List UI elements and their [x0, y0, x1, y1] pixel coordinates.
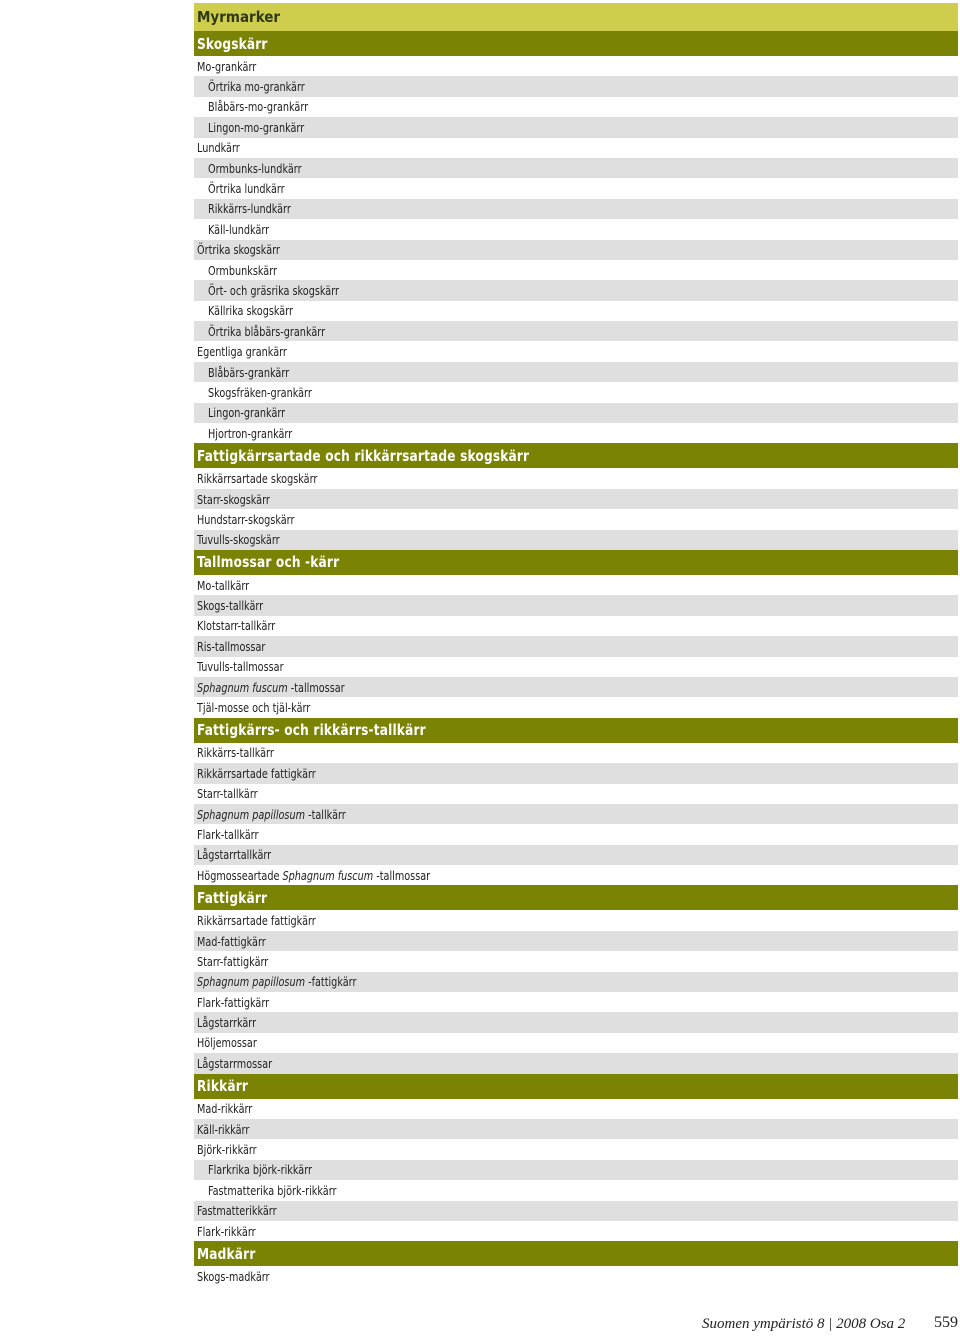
subtype-row — [194, 76, 958, 96]
classification-table — [194, 0, 958, 1287]
type-row — [194, 240, 958, 260]
subtype-row — [194, 280, 958, 300]
row-label: Skogsfräken-grankärr — [208, 384, 312, 400]
subtype-row — [194, 117, 958, 137]
row-label: Klotstarr-tallkärr — [197, 618, 276, 634]
type-row — [194, 636, 958, 656]
type-row — [194, 1139, 958, 1159]
row-label: Ris-tallmossar — [197, 638, 266, 654]
row-label: Rikkärrsartade fattigkärr — [197, 913, 316, 929]
row-label: Flark-tallkärr — [197, 826, 259, 842]
type-row — [194, 910, 958, 930]
row-label: Rikkärrs-lundkärr — [208, 201, 291, 217]
row-label: Ormbunks-lundkärr — [208, 160, 302, 176]
type-row — [194, 804, 958, 824]
row-label: Egentliga grankärr — [197, 344, 287, 360]
type-row — [194, 824, 958, 844]
row-label: Blåbärs-mo-grankärr — [208, 99, 309, 115]
subtype-row — [194, 97, 958, 117]
row-label: Örtrika lundkärr — [208, 181, 285, 197]
type-row — [194, 743, 958, 763]
section-header — [194, 885, 958, 910]
row-label: Tuvulls-tallmossar — [197, 659, 284, 675]
subtype-row — [194, 260, 958, 280]
row-label: Sphagnum papillosum -tallkärr — [197, 806, 346, 822]
row-label: Blåbärs-grankärr — [208, 364, 290, 380]
type-row — [194, 697, 958, 717]
row-label: Ormbunkskärr — [208, 262, 277, 278]
species-name: Sphagnum papillosum — [197, 974, 306, 990]
row-label: Rikkärrsartade skogskärr — [197, 471, 318, 487]
row-label: Lundkärr — [197, 140, 240, 156]
type-row — [194, 677, 958, 697]
row-label: Sphagnum fuscum -tallmossar — [197, 679, 345, 695]
type-row — [194, 972, 958, 992]
section-label: Fattigkärrs- och rikkärrs-tallkärr — [197, 721, 426, 740]
type-row — [194, 56, 958, 76]
subtype-row — [194, 362, 958, 382]
subtype-row — [194, 1180, 958, 1200]
row-label: Mad-fattigkärr — [197, 933, 266, 949]
row-label: Rikkärrsartade fattigkärr — [197, 765, 316, 781]
row-label: Flark-fattigkärr — [197, 994, 270, 1010]
subtype-row — [194, 321, 958, 341]
row-label: Rikkärrs-tallkärr — [197, 745, 274, 761]
page-title: Myrmarker — [194, 3, 958, 31]
subtype-row — [194, 403, 958, 423]
row-label: Starr-tallkärr — [197, 786, 258, 802]
type-row — [194, 763, 958, 783]
row-label: Skogs-tallkärr — [197, 598, 264, 614]
section-label: Tallmossar och -kärr — [197, 553, 340, 572]
type-row — [194, 575, 958, 595]
species-name: Sphagnum fuscum — [282, 867, 374, 883]
row-label: Lågstarrmossar — [197, 1055, 273, 1071]
row-label: Källrika skogskärr — [208, 303, 293, 319]
subtype-row — [194, 219, 958, 239]
row-label: Starr-fattigkärr — [197, 953, 269, 969]
section-label: Madkärr — [197, 1244, 256, 1263]
row-label: Lågstarrkärr — [197, 1015, 257, 1031]
subtype-row — [194, 382, 958, 402]
subtype-row — [194, 1160, 958, 1180]
row-label: Fastmatterikkärr — [197, 1203, 277, 1219]
row-label: Flark-rikkärr — [197, 1223, 256, 1239]
row-label: Tjäl-mosse och tjäl-kärr — [197, 700, 311, 716]
section-label: Rikkärr — [197, 1077, 249, 1096]
table-body — [194, 31, 958, 1287]
type-row — [194, 616, 958, 636]
type-row — [194, 341, 958, 361]
section-header — [194, 443, 958, 468]
type-row — [194, 1119, 958, 1139]
row-label: Hundstarr-skogskärr — [197, 511, 295, 527]
row-label: Lågstarrtallkärr — [197, 847, 272, 863]
page-number: 559 — [934, 1314, 958, 1331]
row-label: Fastmatterika björk-rikkärr — [208, 1182, 337, 1198]
type-row — [194, 489, 958, 509]
type-row — [194, 468, 958, 488]
row-label: Mad-rikkärr — [197, 1101, 253, 1117]
row-label: Mo-tallkärr — [197, 577, 250, 593]
section-label: Fattigkärr — [197, 888, 268, 907]
row-label: Örtrika mo-grankärr — [208, 79, 305, 95]
subtype-row — [194, 423, 958, 443]
type-row — [194, 509, 958, 529]
row-label: Flarkrika björk-rikkärr — [208, 1162, 312, 1178]
type-row — [194, 1266, 958, 1286]
row-label: Hjortron-grankärr — [208, 425, 293, 441]
type-row — [194, 845, 958, 865]
row-label: Örtrika blåbärs-grankärr — [208, 323, 326, 339]
section-label: Fattigkärrsartade och rikkärrsartade skogskärr — [197, 446, 530, 465]
row-label: Örtrika skogskärr — [197, 242, 280, 258]
publication-info: Suomen ympäristö 8 | 2008 Osa 2 — [702, 1316, 906, 1332]
species-name: Sphagnum papillosum — [197, 806, 306, 822]
subtype-row — [194, 301, 958, 321]
section-header — [194, 550, 958, 575]
section-header — [194, 1074, 958, 1099]
row-label: Högmosseartade Sphagnum fuscum -tallmossar — [197, 867, 431, 883]
row-label: Käll-lundkärr — [208, 221, 270, 237]
row-label: Skogs-madkärr — [197, 1269, 270, 1284]
row-label: Höljemossar — [197, 1035, 257, 1051]
subtype-row — [194, 158, 958, 178]
section-label: Skogskärr — [197, 34, 268, 53]
type-row — [194, 1012, 958, 1032]
type-row — [194, 530, 958, 550]
row-label: Mo-grankärr — [197, 58, 257, 74]
section-header — [194, 1241, 958, 1266]
type-row — [194, 1053, 958, 1073]
row-label: Käll-rikkärr — [197, 1121, 250, 1137]
type-row — [194, 1201, 958, 1221]
page-footer — [702, 1316, 958, 1338]
type-row — [194, 992, 958, 1012]
type-row — [194, 784, 958, 804]
type-row — [194, 595, 958, 615]
section-header — [194, 718, 958, 743]
row-label: Sphagnum papillosum -fattigkärr — [197, 974, 357, 990]
row-label: Lingon-grankärr — [208, 405, 286, 421]
row-label: Lingon-mo-grankärr — [208, 119, 305, 135]
row-label: Ört- och gräsrika skogskärr — [208, 282, 339, 298]
type-row — [194, 931, 958, 951]
type-row — [194, 865, 958, 885]
type-row — [194, 1221, 958, 1241]
section-header — [194, 31, 958, 56]
species-name: Sphagnum fuscum — [197, 679, 288, 695]
row-label: Björk-rikkärr — [197, 1142, 257, 1158]
subtype-row — [194, 199, 958, 219]
type-row — [194, 1099, 958, 1119]
type-row — [194, 1033, 958, 1053]
type-row — [194, 138, 958, 158]
row-label: Tuvulls-skogskärr — [197, 532, 280, 548]
type-row — [194, 951, 958, 971]
subtype-row — [194, 178, 958, 198]
type-row — [194, 657, 958, 677]
row-label: Starr-skogskärr — [197, 491, 270, 507]
